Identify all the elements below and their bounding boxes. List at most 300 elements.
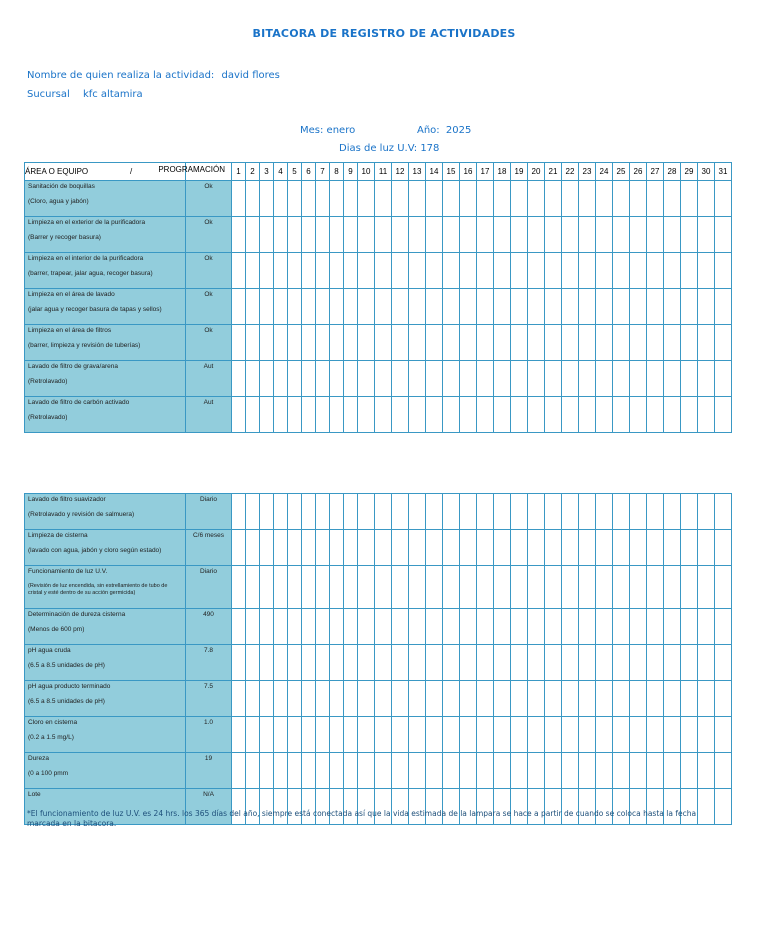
day-check-cell[interactable] — [409, 645, 426, 681]
day-check-cell[interactable] — [260, 217, 274, 253]
day-check-cell[interactable] — [630, 753, 647, 789]
day-check-cell[interactable] — [545, 609, 562, 645]
day-check-cell[interactable] — [246, 717, 260, 753]
day-check-cell[interactable] — [392, 253, 409, 289]
day-check-cell[interactable] — [426, 397, 443, 433]
day-check-cell[interactable] — [528, 494, 545, 530]
day-check-cell[interactable] — [316, 325, 330, 361]
day-check-cell[interactable] — [647, 397, 664, 433]
day-check-cell[interactable] — [426, 217, 443, 253]
day-check-cell[interactable] — [358, 681, 375, 717]
day-check-cell[interactable] — [562, 217, 579, 253]
day-check-cell[interactable] — [545, 325, 562, 361]
day-check-cell[interactable] — [494, 253, 511, 289]
day-check-cell[interactable] — [392, 717, 409, 753]
day-check-cell[interactable] — [613, 494, 630, 530]
day-check-cell[interactable] — [409, 397, 426, 433]
day-check-cell[interactable] — [246, 181, 260, 217]
day-check-cell[interactable] — [316, 494, 330, 530]
day-check-cell[interactable] — [477, 530, 494, 566]
day-check-cell[interactable] — [715, 753, 732, 789]
day-check-cell[interactable] — [477, 645, 494, 681]
day-check-cell[interactable] — [579, 530, 596, 566]
day-check-cell[interactable] — [330, 753, 344, 789]
day-check-cell[interactable] — [494, 361, 511, 397]
day-check-cell[interactable] — [562, 753, 579, 789]
day-check-cell[interactable] — [596, 566, 613, 609]
day-check-cell[interactable] — [715, 609, 732, 645]
day-check-cell[interactable] — [344, 181, 358, 217]
day-check-cell[interactable] — [392, 566, 409, 609]
day-check-cell[interactable] — [316, 645, 330, 681]
day-check-cell[interactable] — [647, 566, 664, 609]
day-check-cell[interactable] — [358, 494, 375, 530]
day-check-cell[interactable] — [232, 289, 246, 325]
day-check-cell[interactable] — [579, 566, 596, 609]
day-check-cell[interactable] — [528, 566, 545, 609]
day-check-cell[interactable] — [392, 753, 409, 789]
day-check-cell[interactable] — [715, 681, 732, 717]
day-check-cell[interactable] — [511, 494, 528, 530]
day-check-cell[interactable] — [511, 217, 528, 253]
day-check-cell[interactable] — [596, 530, 613, 566]
day-check-cell[interactable] — [477, 181, 494, 217]
day-check-cell[interactable] — [344, 289, 358, 325]
day-check-cell[interactable] — [443, 397, 460, 433]
day-check-cell[interactable] — [375, 397, 392, 433]
day-check-cell[interactable] — [528, 253, 545, 289]
day-check-cell[interactable] — [477, 289, 494, 325]
day-check-cell[interactable] — [409, 289, 426, 325]
day-check-cell[interactable] — [511, 253, 528, 289]
day-check-cell[interactable] — [664, 217, 681, 253]
day-check-cell[interactable] — [562, 566, 579, 609]
day-check-cell[interactable] — [545, 361, 562, 397]
day-check-cell[interactable] — [596, 361, 613, 397]
day-check-cell[interactable] — [330, 717, 344, 753]
day-check-cell[interactable] — [409, 325, 426, 361]
day-check-cell[interactable] — [698, 253, 715, 289]
day-check-cell[interactable] — [288, 494, 302, 530]
day-check-cell[interactable] — [274, 217, 288, 253]
day-check-cell[interactable] — [460, 217, 477, 253]
day-check-cell[interactable] — [613, 753, 630, 789]
day-check-cell[interactable] — [316, 397, 330, 433]
day-check-cell[interactable] — [344, 681, 358, 717]
day-check-cell[interactable] — [274, 681, 288, 717]
day-check-cell[interactable] — [528, 645, 545, 681]
day-check-cell[interactable] — [330, 289, 344, 325]
day-check-cell[interactable] — [260, 397, 274, 433]
day-check-cell[interactable] — [375, 717, 392, 753]
day-check-cell[interactable] — [698, 609, 715, 645]
day-check-cell[interactable] — [545, 530, 562, 566]
day-check-cell[interactable] — [302, 717, 316, 753]
day-check-cell[interactable] — [330, 397, 344, 433]
day-check-cell[interactable] — [477, 217, 494, 253]
day-check-cell[interactable] — [288, 717, 302, 753]
day-check-cell[interactable] — [232, 253, 246, 289]
day-check-cell[interactable] — [681, 217, 698, 253]
day-check-cell[interactable] — [664, 717, 681, 753]
day-check-cell[interactable] — [330, 681, 344, 717]
day-check-cell[interactable] — [613, 325, 630, 361]
day-check-cell[interactable] — [647, 325, 664, 361]
day-check-cell[interactable] — [528, 717, 545, 753]
day-check-cell[interactable] — [494, 530, 511, 566]
day-check-cell[interactable] — [511, 361, 528, 397]
day-check-cell[interactable] — [302, 289, 316, 325]
day-check-cell[interactable] — [260, 530, 274, 566]
day-check-cell[interactable] — [392, 681, 409, 717]
day-check-cell[interactable] — [562, 325, 579, 361]
day-check-cell[interactable] — [358, 609, 375, 645]
day-check-cell[interactable] — [344, 494, 358, 530]
day-check-cell[interactable] — [528, 181, 545, 217]
day-check-cell[interactable] — [460, 494, 477, 530]
day-check-cell[interactable] — [375, 361, 392, 397]
day-check-cell[interactable] — [443, 566, 460, 609]
day-check-cell[interactable] — [596, 181, 613, 217]
day-check-cell[interactable] — [681, 289, 698, 325]
day-check-cell[interactable] — [511, 325, 528, 361]
day-check-cell[interactable] — [460, 681, 477, 717]
day-check-cell[interactable] — [545, 681, 562, 717]
day-check-cell[interactable] — [246, 645, 260, 681]
day-check-cell[interactable] — [232, 397, 246, 433]
day-check-cell[interactable] — [316, 566, 330, 609]
day-check-cell[interactable] — [528, 217, 545, 253]
day-check-cell[interactable] — [426, 289, 443, 325]
day-check-cell[interactable] — [630, 681, 647, 717]
day-check-cell[interactable] — [316, 289, 330, 325]
day-check-cell[interactable] — [630, 566, 647, 609]
day-check-cell[interactable] — [477, 397, 494, 433]
day-check-cell[interactable] — [288, 609, 302, 645]
day-check-cell[interactable] — [494, 753, 511, 789]
day-check-cell[interactable] — [260, 253, 274, 289]
day-check-cell[interactable] — [330, 566, 344, 609]
day-check-cell[interactable] — [460, 397, 477, 433]
day-check-cell[interactable] — [274, 181, 288, 217]
day-check-cell[interactable] — [596, 645, 613, 681]
day-check-cell[interactable] — [232, 494, 246, 530]
day-check-cell[interactable] — [562, 253, 579, 289]
day-check-cell[interactable] — [426, 645, 443, 681]
day-check-cell[interactable] — [630, 717, 647, 753]
day-check-cell[interactable] — [302, 530, 316, 566]
day-check-cell[interactable] — [426, 681, 443, 717]
day-check-cell[interactable] — [698, 494, 715, 530]
day-check-cell[interactable] — [316, 717, 330, 753]
day-check-cell[interactable] — [664, 753, 681, 789]
day-check-cell[interactable] — [494, 566, 511, 609]
day-check-cell[interactable] — [358, 530, 375, 566]
day-check-cell[interactable] — [246, 325, 260, 361]
day-check-cell[interactable] — [664, 609, 681, 645]
day-check-cell[interactable] — [443, 325, 460, 361]
day-check-cell[interactable] — [302, 753, 316, 789]
day-check-cell[interactable] — [562, 645, 579, 681]
day-check-cell[interactable] — [443, 494, 460, 530]
day-check-cell[interactable] — [246, 530, 260, 566]
day-check-cell[interactable] — [698, 397, 715, 433]
day-check-cell[interactable] — [246, 361, 260, 397]
day-check-cell[interactable] — [392, 494, 409, 530]
day-check-cell[interactable] — [330, 530, 344, 566]
day-check-cell[interactable] — [477, 681, 494, 717]
day-check-cell[interactable] — [288, 289, 302, 325]
day-check-cell[interactable] — [443, 645, 460, 681]
day-check-cell[interactable] — [375, 217, 392, 253]
day-check-cell[interactable] — [511, 289, 528, 325]
day-check-cell[interactable] — [477, 361, 494, 397]
day-check-cell[interactable] — [426, 253, 443, 289]
day-check-cell[interactable] — [443, 530, 460, 566]
day-check-cell[interactable] — [330, 645, 344, 681]
day-check-cell[interactable] — [715, 494, 732, 530]
day-check-cell[interactable] — [647, 217, 664, 253]
day-check-cell[interactable] — [579, 753, 596, 789]
day-check-cell[interactable] — [344, 717, 358, 753]
day-check-cell[interactable] — [288, 397, 302, 433]
day-check-cell[interactable] — [443, 217, 460, 253]
day-check-cell[interactable] — [647, 681, 664, 717]
day-check-cell[interactable] — [579, 681, 596, 717]
day-check-cell[interactable] — [613, 361, 630, 397]
day-check-cell[interactable] — [375, 753, 392, 789]
day-check-cell[interactable] — [426, 753, 443, 789]
day-check-cell[interactable] — [579, 289, 596, 325]
day-check-cell[interactable] — [562, 361, 579, 397]
day-check-cell[interactable] — [715, 397, 732, 433]
day-check-cell[interactable] — [392, 397, 409, 433]
day-check-cell[interactable] — [426, 325, 443, 361]
day-check-cell[interactable] — [681, 253, 698, 289]
day-check-cell[interactable] — [409, 181, 426, 217]
day-check-cell[interactable] — [274, 566, 288, 609]
day-check-cell[interactable] — [246, 609, 260, 645]
day-check-cell[interactable] — [681, 566, 698, 609]
day-check-cell[interactable] — [460, 325, 477, 361]
day-check-cell[interactable] — [375, 289, 392, 325]
day-check-cell[interactable] — [358, 181, 375, 217]
day-check-cell[interactable] — [375, 325, 392, 361]
day-check-cell[interactable] — [443, 289, 460, 325]
day-check-cell[interactable] — [274, 753, 288, 789]
day-check-cell[interactable] — [274, 289, 288, 325]
day-check-cell[interactable] — [596, 753, 613, 789]
day-check-cell[interactable] — [316, 609, 330, 645]
day-check-cell[interactable] — [477, 717, 494, 753]
day-check-cell[interactable] — [358, 645, 375, 681]
day-check-cell[interactable] — [344, 566, 358, 609]
day-check-cell[interactable] — [528, 325, 545, 361]
day-check-cell[interactable] — [698, 530, 715, 566]
day-check-cell[interactable] — [302, 361, 316, 397]
day-check-cell[interactable] — [426, 181, 443, 217]
day-check-cell[interactable] — [375, 253, 392, 289]
day-check-cell[interactable] — [232, 181, 246, 217]
day-check-cell[interactable] — [460, 181, 477, 217]
day-check-cell[interactable] — [460, 289, 477, 325]
day-check-cell[interactable] — [545, 566, 562, 609]
day-check-cell[interactable] — [630, 609, 647, 645]
day-check-cell[interactable] — [596, 609, 613, 645]
day-check-cell[interactable] — [477, 609, 494, 645]
day-check-cell[interactable] — [477, 253, 494, 289]
day-check-cell[interactable] — [330, 609, 344, 645]
day-check-cell[interactable] — [630, 397, 647, 433]
day-check-cell[interactable] — [613, 217, 630, 253]
day-check-cell[interactable] — [647, 645, 664, 681]
day-check-cell[interactable] — [511, 609, 528, 645]
day-check-cell[interactable] — [246, 494, 260, 530]
day-check-cell[interactable] — [392, 217, 409, 253]
day-check-cell[interactable] — [392, 181, 409, 217]
day-check-cell[interactable] — [681, 494, 698, 530]
day-check-cell[interactable] — [358, 289, 375, 325]
day-check-cell[interactable] — [375, 681, 392, 717]
day-check-cell[interactable] — [681, 753, 698, 789]
day-check-cell[interactable] — [698, 217, 715, 253]
day-check-cell[interactable] — [664, 289, 681, 325]
day-check-cell[interactable] — [698, 181, 715, 217]
day-check-cell[interactable] — [630, 289, 647, 325]
day-check-cell[interactable] — [630, 325, 647, 361]
day-check-cell[interactable] — [647, 289, 664, 325]
day-check-cell[interactable] — [260, 181, 274, 217]
day-check-cell[interactable] — [613, 609, 630, 645]
day-check-cell[interactable] — [316, 181, 330, 217]
day-check-cell[interactable] — [664, 645, 681, 681]
day-check-cell[interactable] — [477, 325, 494, 361]
day-check-cell[interactable] — [579, 494, 596, 530]
day-check-cell[interactable] — [232, 217, 246, 253]
day-check-cell[interactable] — [460, 717, 477, 753]
day-check-cell[interactable] — [260, 681, 274, 717]
day-check-cell[interactable] — [698, 717, 715, 753]
day-check-cell[interactable] — [260, 289, 274, 325]
day-check-cell[interactable] — [344, 753, 358, 789]
day-check-cell[interactable] — [698, 681, 715, 717]
day-check-cell[interactable] — [330, 217, 344, 253]
day-check-cell[interactable] — [545, 289, 562, 325]
day-check-cell[interactable] — [647, 253, 664, 289]
day-check-cell[interactable] — [545, 645, 562, 681]
day-check-cell[interactable] — [260, 494, 274, 530]
day-check-cell[interactable] — [344, 609, 358, 645]
day-check-cell[interactable] — [579, 181, 596, 217]
day-check-cell[interactable] — [316, 681, 330, 717]
day-check-cell[interactable] — [344, 530, 358, 566]
day-check-cell[interactable] — [392, 289, 409, 325]
day-check-cell[interactable] — [647, 361, 664, 397]
day-check-cell[interactable] — [596, 681, 613, 717]
day-check-cell[interactable] — [681, 717, 698, 753]
day-check-cell[interactable] — [316, 217, 330, 253]
day-check-cell[interactable] — [596, 494, 613, 530]
day-check-cell[interactable] — [246, 289, 260, 325]
day-check-cell[interactable] — [288, 217, 302, 253]
day-check-cell[interactable] — [409, 253, 426, 289]
day-check-cell[interactable] — [579, 217, 596, 253]
day-check-cell[interactable] — [246, 566, 260, 609]
day-check-cell[interactable] — [630, 217, 647, 253]
day-check-cell[interactable] — [613, 181, 630, 217]
day-check-cell[interactable] — [613, 717, 630, 753]
day-check-cell[interactable] — [358, 361, 375, 397]
day-check-cell[interactable] — [358, 717, 375, 753]
day-check-cell[interactable] — [596, 717, 613, 753]
day-check-cell[interactable] — [613, 566, 630, 609]
day-check-cell[interactable] — [330, 494, 344, 530]
day-check-cell[interactable] — [579, 609, 596, 645]
day-check-cell[interactable] — [274, 645, 288, 681]
day-check-cell[interactable] — [316, 530, 330, 566]
day-check-cell[interactable] — [681, 181, 698, 217]
day-check-cell[interactable] — [288, 325, 302, 361]
day-check-cell[interactable] — [579, 717, 596, 753]
day-check-cell[interactable] — [392, 609, 409, 645]
day-check-cell[interactable] — [528, 289, 545, 325]
day-check-cell[interactable] — [316, 361, 330, 397]
day-check-cell[interactable] — [664, 494, 681, 530]
day-check-cell[interactable] — [715, 566, 732, 609]
day-check-cell[interactable] — [579, 253, 596, 289]
day-check-cell[interactable] — [460, 253, 477, 289]
day-check-cell[interactable] — [232, 717, 246, 753]
day-check-cell[interactable] — [302, 494, 316, 530]
day-check-cell[interactable] — [274, 494, 288, 530]
day-check-cell[interactable] — [358, 253, 375, 289]
day-check-cell[interactable] — [246, 217, 260, 253]
day-check-cell[interactable] — [511, 397, 528, 433]
day-check-cell[interactable] — [477, 494, 494, 530]
day-check-cell[interactable] — [409, 494, 426, 530]
day-check-cell[interactable] — [494, 681, 511, 717]
day-check-cell[interactable] — [477, 753, 494, 789]
day-check-cell[interactable] — [302, 325, 316, 361]
day-check-cell[interactable] — [528, 609, 545, 645]
day-check-cell[interactable] — [288, 361, 302, 397]
day-check-cell[interactable] — [246, 681, 260, 717]
day-check-cell[interactable] — [232, 566, 246, 609]
day-check-cell[interactable] — [715, 361, 732, 397]
day-check-cell[interactable] — [232, 325, 246, 361]
day-check-cell[interactable] — [330, 325, 344, 361]
day-check-cell[interactable] — [426, 361, 443, 397]
day-check-cell[interactable] — [344, 361, 358, 397]
day-check-cell[interactable] — [494, 494, 511, 530]
day-check-cell[interactable] — [443, 753, 460, 789]
day-check-cell[interactable] — [274, 397, 288, 433]
day-check-cell[interactable] — [302, 253, 316, 289]
day-check-cell[interactable] — [344, 645, 358, 681]
day-check-cell[interactable] — [545, 217, 562, 253]
day-check-cell[interactable] — [715, 717, 732, 753]
day-check-cell[interactable] — [681, 645, 698, 681]
day-check-cell[interactable] — [613, 530, 630, 566]
day-check-cell[interactable] — [477, 566, 494, 609]
day-check-cell[interactable] — [579, 645, 596, 681]
day-check-cell[interactable] — [375, 530, 392, 566]
day-check-cell[interactable] — [426, 609, 443, 645]
day-check-cell[interactable] — [409, 717, 426, 753]
day-check-cell[interactable] — [596, 325, 613, 361]
day-check-cell[interactable] — [409, 530, 426, 566]
day-check-cell[interactable] — [494, 289, 511, 325]
